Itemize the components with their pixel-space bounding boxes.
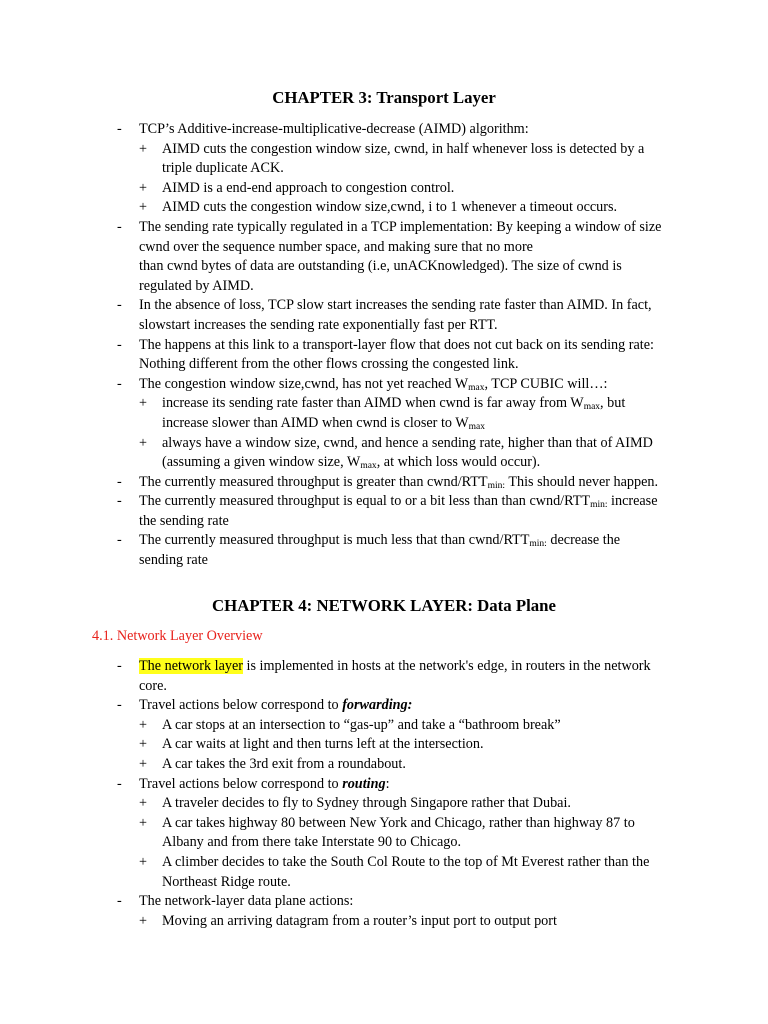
dash-marker: -	[117, 375, 122, 392]
list-item	[0, 531, 666, 570]
chapter-3-list	[0, 120, 768, 571]
list-item-text: , TCP CUBIC will…:	[484, 375, 608, 392]
list-item	[0, 657, 666, 696]
list-item-text: increase the sending rate	[139, 493, 658, 529]
sub-item	[0, 794, 672, 814]
dash-marker: -	[117, 493, 122, 510]
subscript: max	[468, 421, 486, 432]
dash-marker: -	[117, 297, 122, 314]
list-item	[0, 473, 666, 493]
sub-item	[0, 179, 672, 199]
list-item	[0, 696, 666, 716]
list-item	[0, 375, 666, 395]
sub-item-text: AIMD is a end-end approach to congestion control.	[162, 179, 455, 196]
dash-marker: -	[117, 658, 122, 674]
subscript: min:	[590, 500, 608, 511]
list-item-text: TCP’s Additive-increase-multiplicative-decrease (AIMD) algorithm:	[139, 121, 529, 137]
plus-marker: +	[139, 795, 148, 812]
list-item	[0, 120, 666, 140]
sub-item	[0, 853, 672, 892]
emphasis-forwarding: forwarding:	[342, 697, 413, 714]
list-item-text: :	[385, 775, 390, 792]
list-item-text: The currently measured throughput is equal to or a bit less than than cwnd/RTT	[139, 493, 591, 510]
sub-item	[0, 198, 672, 218]
sub-item	[0, 755, 672, 775]
sub-item-text: A car stops at an intersection to “gas-up” and take a “bathroom break”	[162, 716, 561, 733]
list-item-text: decrease the sending rate	[139, 532, 621, 569]
list-item-text: Travel actions below correspond to	[139, 697, 343, 714]
sub-item	[0, 735, 672, 755]
sub-item-text: AIMD cuts the congestion window size,cwnd, i to 1 whenever a timeout occurs.	[162, 199, 618, 216]
sub-item-text: A climber decides to take the South Col Route to the top of Mt Everest rather than the Northeast Ridge route.	[162, 853, 650, 890]
subscript: max	[360, 461, 377, 472]
dash-marker: -	[117, 893, 122, 910]
list-item-text: The currently measured throughput is much less that than cwnd/RTT	[139, 532, 530, 549]
list-item-text: is implemented in hosts at the network's edge, in routers in the network core.	[139, 658, 651, 694]
list-item	[0, 492, 666, 531]
sub-item-text: AIMD cuts the congestion window size, cwnd, in half whenever loss is detected by a triple duplicate ACK.	[162, 140, 645, 177]
list-item-text: Travel actions below correspond to	[139, 775, 343, 792]
dash-marker: -	[117, 121, 122, 137]
sub-item-text: A traveler decides to fly to Sydney through Singapore rather that Dubai.	[162, 795, 571, 812]
subscript: min:	[487, 480, 506, 491]
plus-marker: +	[139, 755, 148, 772]
plus-marker: +	[139, 716, 148, 733]
list-item-text: The network-layer data plane actions:	[139, 893, 354, 910]
highlighted-term: The network layer	[139, 658, 243, 674]
plus-marker: +	[139, 814, 148, 831]
sub-item-text: A car takes the 3rd exit from a roundabout.	[162, 755, 406, 772]
subscript: max	[468, 382, 485, 393]
plus-marker: +	[139, 140, 148, 157]
list-item-text: The sending rate typically regulated in a TCP implementation: By keeping a window of size cwnd over the sequence number space, and making sure that no more	[139, 218, 662, 255]
list-item	[0, 336, 666, 375]
sub-item-text: , but increase slower than AIMD when cwnd is closer to W	[162, 395, 626, 431]
subscript: min:	[529, 539, 547, 550]
chapter-4-list	[0, 657, 768, 931]
plus-marker: +	[139, 912, 148, 929]
sub-item-text: , at which loss would occur).	[376, 454, 541, 471]
subscript: max	[583, 402, 601, 413]
plus-marker: +	[139, 853, 148, 870]
section-heading: 4.1. Network Layer Overview	[92, 628, 263, 644]
sub-item-text: A car waits at light and then turns left at the intersection.	[162, 736, 484, 753]
dash-marker: -	[117, 697, 122, 714]
sub-item	[0, 434, 672, 473]
list-item	[0, 892, 666, 912]
list-item-text: This should never happen.	[505, 473, 659, 490]
dash-marker: -	[117, 473, 122, 490]
sub-item-text: always have a window size, cwnd, and hence a sending rate, higher than that of AIMD (assuming a given window size, W	[162, 434, 653, 471]
sub-item	[0, 814, 672, 853]
plus-marker: +	[139, 434, 148, 451]
dash-marker: -	[117, 532, 122, 549]
plus-marker: +	[139, 199, 148, 216]
list-item-text: The happens at this link to a transport-layer flow that does not cut back on its sending rate: Nothing different from the other flows crossing the congested link.	[139, 336, 654, 373]
list-item	[0, 218, 666, 296]
plus-marker: +	[139, 395, 148, 412]
list-item-text: In the absence of loss, TCP slow start increases the sending rate faster than AIMD. In fact, slowstart increases the sending rate exponentially fast per RTT.	[139, 297, 652, 333]
dash-marker: -	[117, 336, 122, 353]
list-item-text: The congestion window size,cwnd, has not yet reached W	[139, 375, 469, 392]
sub-item-text: Moving an arriving datagram from a router’s input port to output port	[162, 912, 557, 929]
sub-item	[0, 716, 672, 736]
plus-marker: +	[139, 736, 148, 753]
list-item	[0, 296, 666, 335]
plus-marker: +	[139, 179, 148, 196]
list-item-text-cont: than cwnd bytes of data are outstanding (i.e, unACKnowledged). The size of cwnd is regulated by AIMD.	[139, 258, 622, 294]
sub-item-text: increase its sending rate faster than AIMD when cwnd is far away from W	[162, 395, 584, 412]
sub-item	[0, 140, 672, 179]
sub-item	[0, 394, 672, 433]
sub-item	[0, 912, 672, 932]
list-item	[0, 775, 666, 795]
chapter-4-title: CHAPTER 4: NETWORK LAYER: Data Plane	[212, 596, 556, 615]
emphasis-routing: routing	[342, 775, 386, 792]
list-item-text: The currently measured throughput is greater than cwnd/RTT	[139, 473, 488, 490]
dash-marker: -	[117, 218, 122, 235]
sub-item-text: A car takes highway 80 between New York and Chicago, rather than highway 87 to Albany and from there take Interstate 90 to Chicago.	[162, 814, 635, 851]
dash-marker: -	[117, 775, 122, 792]
chapter-3-title: CHAPTER 3: Transport Layer	[272, 88, 496, 107]
